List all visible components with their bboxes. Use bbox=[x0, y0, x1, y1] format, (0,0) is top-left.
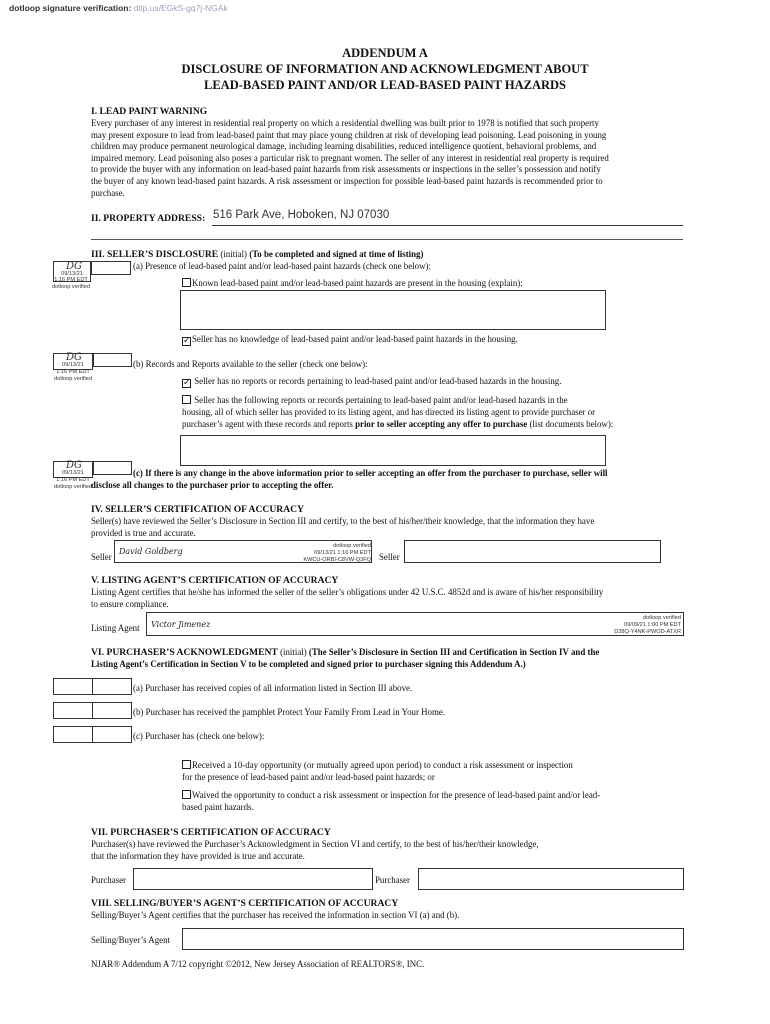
purchaser2-signature-field[interactable] bbox=[418, 868, 684, 890]
s3b-option-has-reports[interactable] bbox=[182, 395, 682, 431]
initial-time: 1:16 PM EDT bbox=[56, 369, 90, 375]
section-3-heading: III. SELLER’S DISCLOSURE bbox=[91, 249, 219, 260]
initial-note: (initial) bbox=[218, 249, 250, 259]
section-7-heading: VII. PURCHASER’S CERTIFICATION OF ACCURACY bbox=[91, 827, 331, 838]
doc-title-line2: DISCLOSURE OF INFORMATION AND ACKNOWLEDGMENT ABOUT bbox=[181, 62, 589, 76]
footer-copyright: NJAR® Addendum A 7/12 copyright ©2012, New Jersey Association of REALTORS®, INC. bbox=[91, 959, 425, 969]
purchaser-initial-box-a1[interactable] bbox=[53, 678, 93, 695]
warning-line: impaired memory. Lead poisoning also poses a particular risk to pregnant women. The seller of any interest in residential real property is required bbox=[91, 152, 609, 163]
s3c-text-1: (c) If there is any change in the above information prior to seller accepting an offer from the purchaser to purchase, seller will bbox=[133, 468, 608, 478]
seller-signature: David Goldberg bbox=[119, 547, 183, 556]
warning-line: Every purchaser of any interest in residential real property on which a residential dwelling was built prior to 1978 is notified that such property bbox=[91, 118, 599, 128]
initial-stamp-1 bbox=[40, 277, 102, 291]
waived-opportunity-checkbox[interactable] bbox=[182, 790, 191, 799]
reports-list-field[interactable] bbox=[180, 435, 606, 466]
section-1-heading: I. LEAD PAINT WARNING bbox=[91, 106, 208, 117]
section-divider bbox=[91, 239, 683, 240]
sig-verified: dotloop verified bbox=[643, 615, 681, 621]
no-knowledge-checkbox[interactable]: ✓ bbox=[183, 336, 191, 346]
no-reports-checkbox[interactable]: ✓ bbox=[183, 378, 191, 388]
section-8-heading: VIII. SELLING/BUYER’S AGENT’S CERTIFICATION OF ACCURACY bbox=[91, 898, 399, 909]
s5-line-1: Listing Agent certifies that he/she has informed the seller of the seller’s obligations under 42 U.S.C. 4852d and is aware of his/her responsibility bbox=[91, 587, 604, 597]
s3b-option-no-reports[interactable] bbox=[182, 376, 561, 388]
s8-line-1: Selling/Buyer’s Agent certifies that the purchaser has received the information in section VI (a) and (b). bbox=[91, 910, 460, 920]
verification-label: dotloop signature verification: bbox=[9, 3, 132, 13]
s5-line-2: to ensure compliance. bbox=[91, 599, 169, 609]
has-reports-line: (list documents below): bbox=[527, 418, 614, 429]
has-reports-checkbox[interactable] bbox=[182, 395, 191, 404]
s3a-option-no-knowledge[interactable] bbox=[182, 334, 518, 346]
buyer-agent-label: Selling/Buyer’s Agent bbox=[91, 935, 170, 945]
purchaser-initial-box-c2[interactable] bbox=[92, 726, 132, 743]
property-address-label: II. PROPERTY ADDRESS: bbox=[91, 213, 206, 224]
known-hazards-label: Known lead-based paint and/or lead-based paint hazards are present in the housing (explain): bbox=[192, 278, 523, 288]
section-6-heading: VI. PURCHASER’S ACKNOWLEDGMENT bbox=[91, 647, 278, 658]
initial-verified: dotloop verified bbox=[52, 283, 90, 290]
section-6-header bbox=[91, 647, 599, 659]
seller-initial-box-4[interactable] bbox=[93, 353, 132, 367]
purchaser2-label: Purchaser bbox=[375, 875, 410, 885]
section-6-instruction-2: Listing Agent’s Certification in Section V to be completed and signed prior to purchaser signing this Addendum A.) bbox=[91, 659, 526, 669]
sig-code: KWCU-ORBI-C8VW-Q3FQ bbox=[303, 556, 371, 563]
s6c-text: (c) Purchaser has (check one below): bbox=[133, 731, 265, 741]
seller-initial-box-5[interactable] bbox=[53, 461, 93, 478]
warning-line: to provide the buyer with any information on lead-based paint hazards from risk assessments or inspections in the seller’s possession and notify bbox=[91, 164, 601, 175]
listing-agent-signature-stamp bbox=[577, 615, 681, 635]
initial-verified: dotloop verified bbox=[54, 375, 92, 382]
section-5-heading: V. LISTING AGENT’S CERTIFICATION OF ACCURACY bbox=[91, 575, 339, 586]
seller-label: Seller bbox=[91, 552, 112, 562]
purchaser-initial-box-a2[interactable] bbox=[92, 678, 132, 695]
s7-line-1: Purchaser(s) have reviewed the Purchaser’s Acknowledgment in Section VI and certify, to the best of his/her/their knowledge, bbox=[91, 839, 539, 849]
initial-date: 09/13/21 bbox=[61, 271, 83, 277]
no-knowledge-label: Seller has no knowledge of lead-based paint and/or lead-based paint hazards in the housing. bbox=[192, 334, 518, 344]
s6c-option-received[interactable] bbox=[182, 760, 573, 784]
purchaser-initial-box-c1[interactable] bbox=[53, 726, 93, 743]
sig-date: 09/09/21 1:00 PM EDT bbox=[624, 621, 681, 628]
initial-time: 1:16 PM EDT bbox=[54, 277, 88, 283]
seller-initial-box-6[interactable] bbox=[93, 461, 132, 475]
seller-initials: DG bbox=[66, 460, 83, 471]
known-hazards-checkbox[interactable] bbox=[182, 278, 191, 287]
sig-verified: dotloop verified bbox=[333, 543, 371, 549]
s4-line-1: Seller(s) have reviewed the Seller’s Disclosure in Section III and certify, to the best of his/her/their knowledge, that the information they have bbox=[91, 516, 595, 526]
s6c-option-waived[interactable] bbox=[182, 790, 600, 814]
warning-line: purchase. bbox=[91, 187, 125, 198]
seller-initials: DG bbox=[66, 352, 83, 363]
initial-date: 09/13/21 bbox=[62, 362, 84, 368]
purchaser1-signature-field[interactable] bbox=[133, 868, 373, 890]
purchaser1-label: Purchaser bbox=[91, 875, 126, 885]
section-3-header bbox=[91, 249, 423, 261]
section-4-heading: IV. SELLER’S CERTIFICATION OF ACCURACY bbox=[91, 504, 304, 515]
listing-agent-label: Listing Agent bbox=[91, 623, 140, 633]
verification-url[interactable]: dtlp.us/EGkS-gq7j-NGAk bbox=[133, 3, 228, 13]
s7-line-2: that the information they have provided is true and accurate. bbox=[91, 851, 305, 861]
waived-opportunity-label: Waived the opportunity to conduct a risk assessment or inspection for the presence of lead-based paint and/or lead- bbox=[192, 790, 601, 800]
s4-line-2: provided is true and accurate. bbox=[91, 528, 196, 538]
received-opportunity-checkbox[interactable] bbox=[182, 760, 191, 769]
has-reports-line: purchaser’s agent with these records and reports bbox=[182, 418, 356, 429]
lead-paint-warning-text bbox=[91, 118, 681, 199]
initial-time: 1:16 PM EDT bbox=[56, 477, 90, 483]
listing-agent-signature-field[interactable] bbox=[146, 612, 684, 636]
property-address-value: 516 Park Ave, Hoboken, NJ 07030 bbox=[213, 209, 390, 221]
s3a-text: (a) Presence of lead-based paint and/or lead-based paint hazards (check one below): bbox=[133, 261, 431, 271]
s6b-text: (b) Purchaser has received the pamphlet Protect Your Family From Lead in Your Home. bbox=[133, 707, 446, 717]
received-opportunity-label-2: for the presence of lead-based paint and/or lead-based paint hazards; or bbox=[182, 771, 435, 782]
listing-agent-signature: Victor Jimenez bbox=[151, 620, 211, 629]
waived-opportunity-label-2: based paint hazards. bbox=[182, 801, 254, 812]
seller-signature-stamp bbox=[283, 543, 371, 563]
initial-date: 09/13/21 bbox=[62, 470, 84, 476]
s3b-text: (b) Records and Reports available to the seller (check one below): bbox=[133, 359, 368, 369]
no-reports-label: Seller has no reports or records pertaining to lead-based paint and/or lead-based hazards in the housing. bbox=[194, 376, 562, 386]
seller-signature-field[interactable] bbox=[114, 540, 372, 563]
section-3-instruction: (To be completed and signed at time of listing) bbox=[249, 249, 424, 259]
warning-line: may present exposure to lead from lead-based paint that may place young children at risk of developing lead poisoning. Lead poisoning in young bbox=[91, 129, 607, 140]
warning-line: the buyer of any known lead-based paint hazards. A risk assessment or inspection for possible lead-based paint hazards is recommended prior to bbox=[91, 175, 603, 186]
dotloop-verification-bar bbox=[9, 3, 228, 13]
has-reports-line: housing, all of which seller has provided to its listing agent, and has directed its listing agent to provide purchaser or bbox=[182, 406, 596, 417]
seller2-signature-field[interactable] bbox=[404, 540, 661, 563]
doc-title-line3: LEAD-BASED PAINT AND/OR LEAD-BASED PAINT HAZARDS bbox=[204, 78, 566, 92]
known-hazards-explain-field[interactable] bbox=[180, 290, 606, 330]
property-address-field[interactable] bbox=[212, 210, 683, 226]
s3c-text-2: disclose all changes to the purchaser prior to accepting the offer. bbox=[91, 480, 334, 490]
has-reports-bold: prior to seller accepting any offer to purchase bbox=[355, 418, 528, 429]
seller2-label: Seller bbox=[379, 552, 400, 562]
initial-note: (initial) bbox=[277, 647, 309, 657]
has-reports-line: Seller has the following reports or records pertaining to lead-based paint and/or lead-based hazards in the bbox=[194, 395, 568, 405]
sig-code: D28Q-Y4NK-PWOD-ATXR bbox=[614, 628, 681, 635]
purchaser-initial-box-b2[interactable] bbox=[92, 702, 132, 719]
buyer-agent-signature-field[interactable] bbox=[182, 928, 684, 950]
received-opportunity-label: Received a 10-day opportunity (or mutually agreed upon period) to conduct a risk assessment or inspection bbox=[192, 760, 573, 770]
purchaser-initial-box-b1[interactable] bbox=[53, 702, 93, 719]
seller-initials: DG bbox=[66, 261, 83, 272]
seller-initial-box-3[interactable] bbox=[53, 353, 93, 370]
s3a-option-known[interactable] bbox=[182, 278, 523, 290]
initial-stamp-2 bbox=[40, 369, 106, 383]
initial-verified: dotloop verified bbox=[54, 483, 92, 490]
sig-date: 09/13/21 1:16 PM EDT bbox=[314, 549, 371, 556]
warning-line: children may produce permanent neurological damage, including learning disabilities, reduced intelligence quotient, behavioral problems, and bbox=[91, 141, 597, 152]
section-6-instruction: (The Seller’s Disclosure in Section III and Certification in Section IV and the bbox=[308, 647, 600, 657]
s6a-text: (a) Purchaser has received copies of all information listed in Section III above. bbox=[133, 683, 413, 693]
seller-initial-box-2[interactable] bbox=[91, 261, 131, 275]
doc-title-line1: ADDENDUM A bbox=[342, 46, 428, 60]
